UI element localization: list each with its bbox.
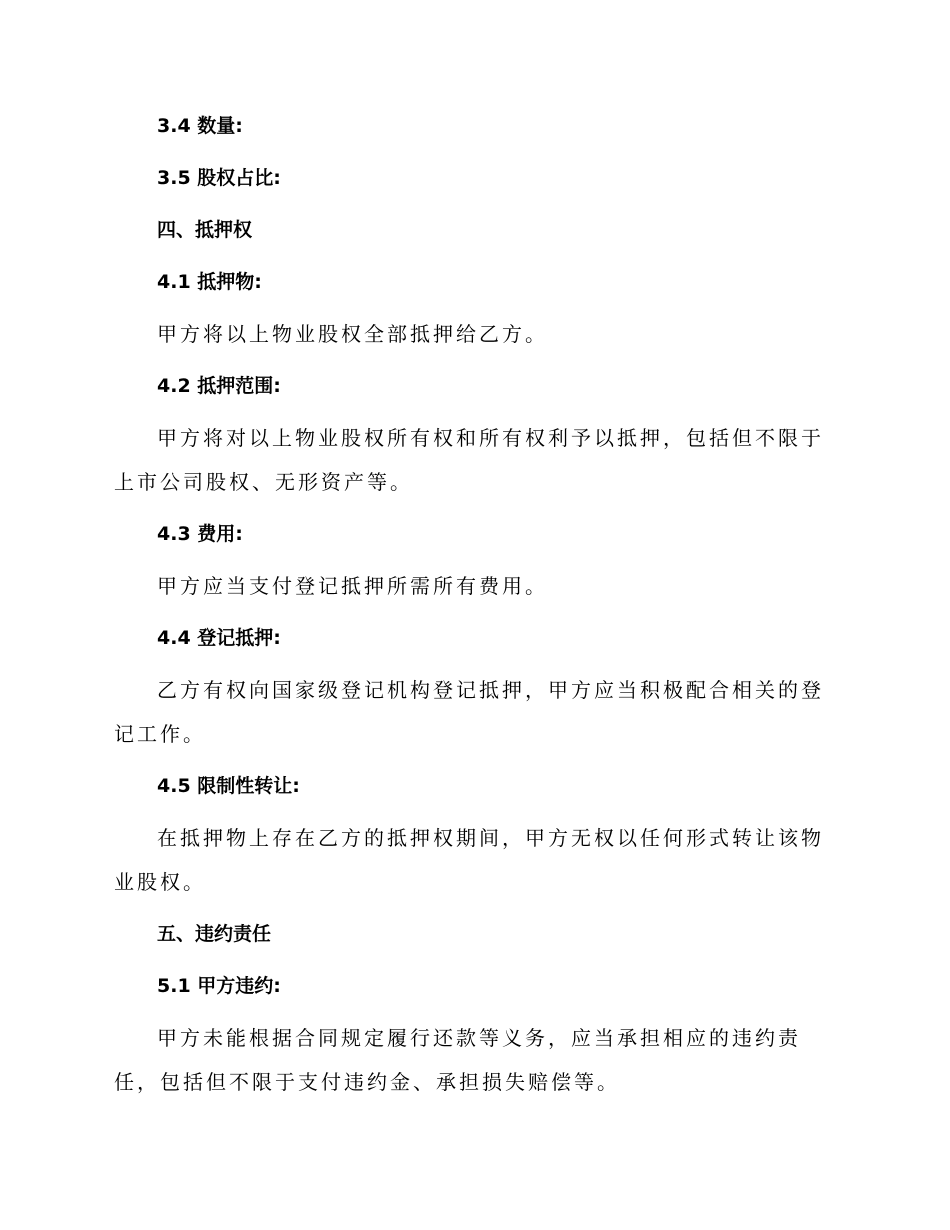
paragraph-4-3: 甲方应当支付登记抵押所需所有费用。	[157, 574, 548, 598]
section-heading-4-4: 4.4 登记抵押:	[157, 627, 281, 649]
section-heading-5-1: 5.1 甲方违约:	[157, 975, 281, 997]
section-heading-4-3: 4.3 费用:	[157, 523, 243, 545]
paragraph-4-2: 甲方将对以上物业股权所有权和所有权利予以抵押，包括但不限于上市公司股权、无形资产等。	[114, 426, 824, 494]
section-heading-4-1: 4.1 抵押物:	[157, 271, 262, 293]
paragraph-5-1: 甲方未能根据合同规定履行还款等义务，应当承担相应的违约责任，包括但不限于支付违约金、承担损失赔偿等。	[114, 1026, 801, 1094]
chapter-heading-4: 四、抵押权	[157, 219, 253, 241]
section-heading-4-5: 4.5 限制性转让:	[157, 775, 300, 797]
section-heading-4-2: 4.2 抵押范围:	[157, 375, 281, 397]
section-heading-3-5: 3.5 股权占比:	[157, 167, 281, 189]
paragraph-4-4: 乙方有权向国家级登记机构登记抵押，甲方应当积极配合相关的登记工作。	[114, 678, 824, 746]
chapter-heading-5: 五、违约责任	[157, 923, 272, 945]
section-heading-3-4: 3.4 数量:	[157, 115, 243, 137]
document-body	[114, 100, 830, 1108]
paragraph-4-5: 在抵押物上存在乙方的抵押权期间，甲方无权以任何形式转让该物业股权。	[114, 826, 824, 894]
paragraph-4-1: 甲方将以上物业股权全部抵押给乙方。	[157, 322, 548, 346]
